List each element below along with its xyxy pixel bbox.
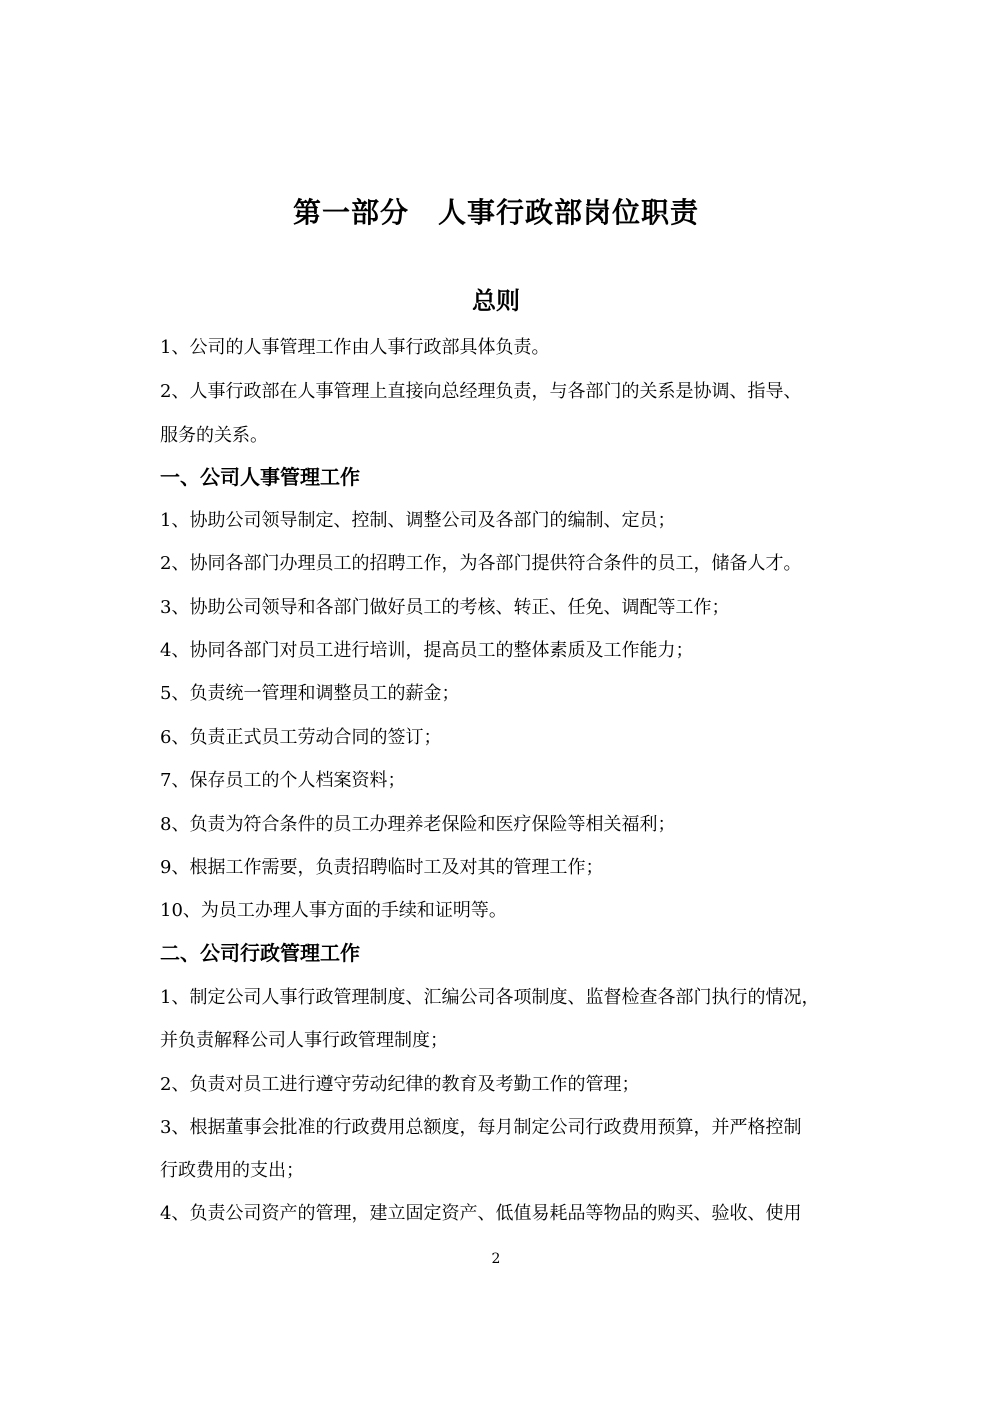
section2-line-3: 2、负责对员工进行遵守劳动纪律的教育及考勤工作的管理； <box>160 1074 640 1095</box>
page-number: 2 <box>491 1251 501 1267</box>
general-line-2: 2、人事行政部在人事管理上直接向总经理负责，与各部门的关系是协调、指导、 <box>160 381 802 402</box>
section1-item-3: 3、协助公司领导和各部门做好员工的考核、转正、任免、调配等工作； <box>160 597 730 618</box>
section1-item-9: 9、根据工作需要，负责招聘临时工及对其的管理工作； <box>160 857 604 878</box>
section2-line-5: 行政费用的支出； <box>160 1160 304 1181</box>
section2-line-1: 1、制定公司人事行政管理制度、汇编公司各项制度、监督检查各部门执行的情况， <box>160 987 820 1008</box>
general-line-3: 服务的关系。 <box>160 425 268 446</box>
section1-item-8: 8、负责为符合条件的员工办理养老保险和医疗保险等相关福利； <box>160 814 676 835</box>
section1-heading: 一、公司人事管理工作 <box>160 465 360 489</box>
section1-item-10: 10、为员工办理人事方面的手续和证明等。 <box>160 900 507 921</box>
section1-item-7: 7、保存员工的个人档案资料； <box>160 770 406 791</box>
page-title: 第一部分 人事行政部岗位职责 <box>292 196 699 229</box>
section1-item-5: 5、负责统一管理和调整员工的薪金； <box>160 683 460 704</box>
section2-line-2: 并负责解释公司人事行政管理制度； <box>160 1030 448 1051</box>
section2-line-4: 3、根据董事会批准的行政费用总额度，每月制定公司行政费用预算，并严格控制 <box>160 1117 802 1138</box>
section1-item-4: 4、协同各部门对员工进行培训，提高员工的整体素质及工作能力； <box>160 640 694 661</box>
section1-item-2: 2、协同各部门办理员工的招聘工作，为各部门提供符合条件的员工，储备人才。 <box>160 553 802 574</box>
section2-heading: 二、公司行政管理工作 <box>160 941 360 965</box>
section2-line-6: 4、负责公司资产的管理，建立固定资产、低值易耗品等物品的购买、验收、使用 <box>160 1203 802 1224</box>
section1-item-6: 6、负责正式员工劳动合同的签订； <box>160 727 442 748</box>
section1-item-1: 1、协助公司领导制定、控制、调整公司及各部门的编制、定员； <box>160 510 676 531</box>
section-subtitle-general: 总则 <box>472 287 520 315</box>
general-line-1: 1、公司的人事管理工作由人事行政部具体负责。 <box>160 337 550 358</box>
